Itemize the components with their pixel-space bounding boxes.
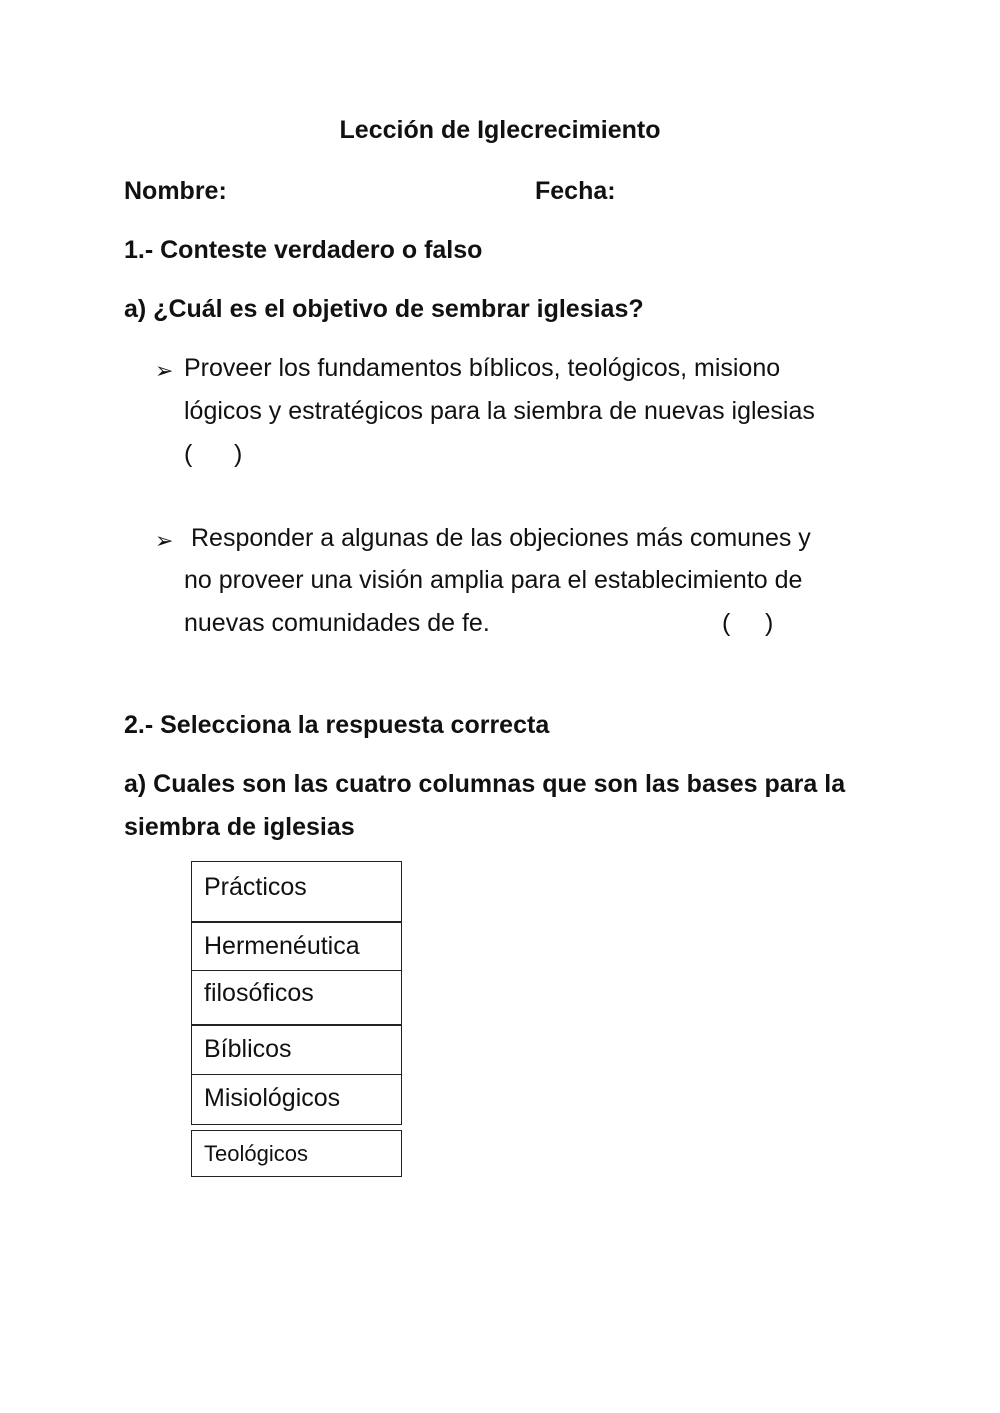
option-label: Bíblicos (204, 1035, 292, 1063)
date-label: Fecha: (535, 177, 616, 205)
option-label: Prácticos (204, 873, 307, 901)
option-box[interactable] (191, 861, 402, 923)
item2-answer-blank[interactable]: ( ) (722, 609, 774, 637)
item1-answer-blank[interactable]: ( ) (184, 440, 243, 468)
option-box[interactable] (191, 1074, 402, 1125)
option-label: Hermenéutica (204, 932, 360, 960)
option-label: filosóficos (204, 979, 314, 1007)
section2-question-line2: siembra de iglesias (124, 813, 355, 841)
section1-question: a) ¿Cuál es el objetivo de sembrar iglesias? (124, 295, 644, 323)
item2-line2: no proveer una visión amplia para el establecimiento de (184, 566, 803, 594)
item2-line1: Responder a algunas de las objeciones más comunes y (191, 524, 811, 552)
option-box[interactable] (191, 1130, 402, 1177)
section2-heading: 2.- Selecciona la respuesta correcta (124, 711, 550, 739)
option-box[interactable] (191, 921, 402, 971)
item1-line1: Proveer los fundamentos bíblicos, teológicos, misiono (184, 354, 781, 382)
item1-line2: lógicos y estratégicos para la siembra de nuevas iglesias (184, 397, 815, 425)
arrow-bullet-icon: ➢ (155, 528, 174, 553)
page-title: Lección de Iglecrecimiento (339, 116, 661, 144)
option-label: Misiológicos (204, 1084, 341, 1112)
arrow-bullet-icon: ➢ (155, 358, 174, 383)
section2-question-line1: a) Cuales son las cuatro columnas que son las bases para la (124, 770, 846, 798)
name-label: Nombre: (124, 177, 227, 205)
option-label: Teológicos (204, 1141, 308, 1166)
option-box[interactable] (191, 970, 402, 1026)
option-box[interactable] (191, 1024, 402, 1075)
item2-line3: nuevas comunidades de fe. (184, 609, 490, 637)
section1-heading: 1.- Conteste verdadero o falso (124, 236, 483, 264)
